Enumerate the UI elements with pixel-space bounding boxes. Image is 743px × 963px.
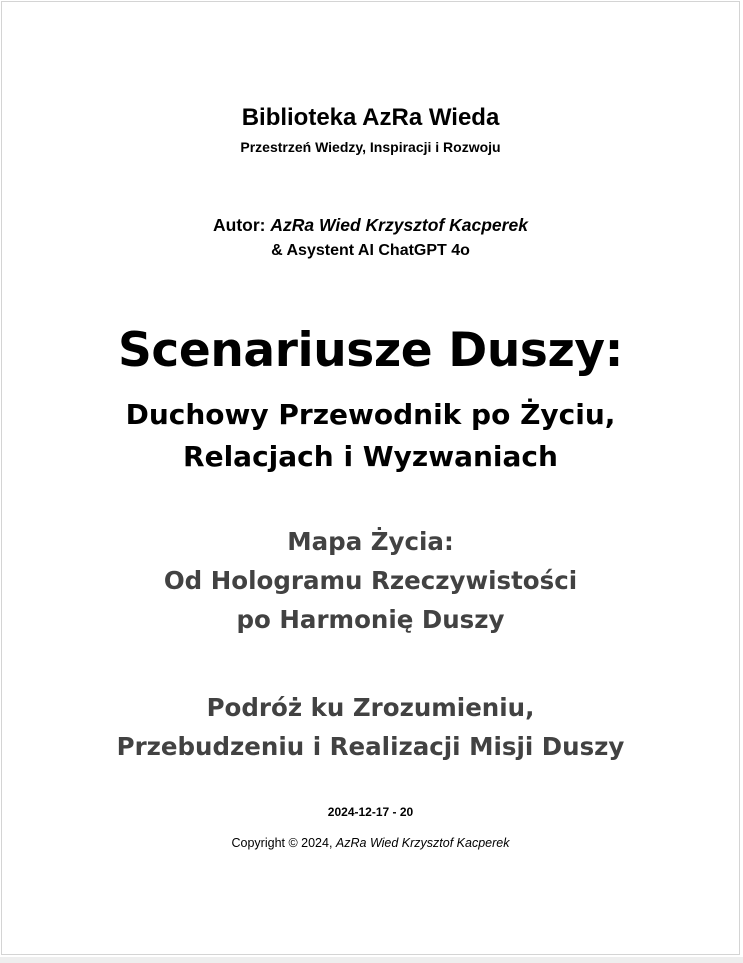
map-heading: Mapa Życia:	[287, 527, 454, 556]
author-name: AzRa Wied Krzysztof Kacperek	[270, 215, 528, 235]
assistant-line: & Asystent AI ChatGPT 4o	[271, 242, 470, 259]
library-name: Biblioteka AzRa Wieda	[241, 104, 500, 131]
copyright-holder: AzRa Wied Krzysztof Kacperek	[335, 836, 510, 850]
map-line-2: Od Hologramu Rzeczywistości	[163, 566, 578, 595]
author-prefix: Autor:	[213, 215, 271, 235]
journey-line-2: Przebudzeniu i Realizacji Misji Duszy	[116, 732, 625, 761]
library-tagline: Przestrzeń Wiedzy, Inspiracji i Rozwoju	[240, 139, 501, 155]
subtitle-line-2: Relacjach i Wyzwaniach	[183, 440, 558, 473]
journey-line-1: Podróż ku Zrozumieniu,	[206, 693, 535, 722]
subtitle-line-1: Duchowy Przewodnik po Życiu,	[125, 398, 616, 431]
copyright-line	[2, 833, 739, 853]
date-line: 2024-12-17 - 20	[327, 805, 414, 819]
page-bottom-edge	[0, 957, 743, 963]
main-title: Scenariusze Duszy:	[117, 323, 624, 378]
map-line-3: po Harmonię Duszy	[236, 605, 505, 634]
author-line	[2, 213, 739, 237]
document-page	[1, 1, 740, 955]
copyright-prefix: Copyright © 2024,	[231, 836, 336, 850]
